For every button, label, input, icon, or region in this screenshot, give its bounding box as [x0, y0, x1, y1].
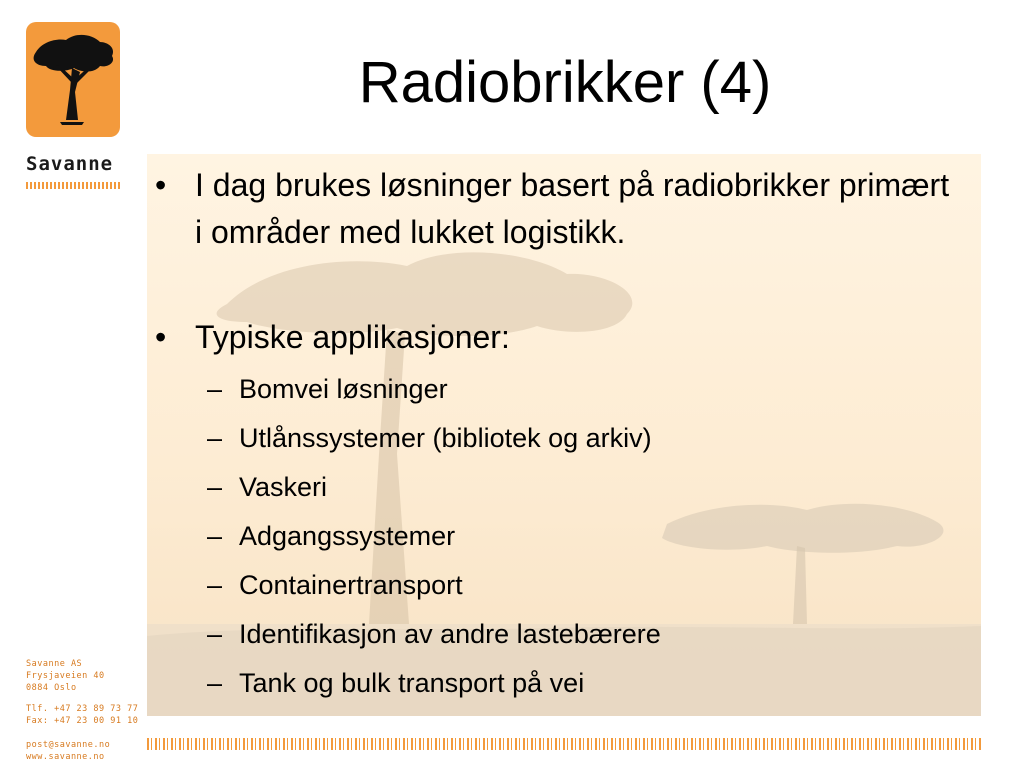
sub-bullet-item [207, 614, 907, 654]
bullet-item [155, 314, 955, 361]
sub-bullet-marker: – [207, 423, 223, 453]
footer-stripe [147, 738, 983, 750]
contact-postal: 0884 Oslo [26, 683, 77, 693]
bullet-marker: • [155, 319, 167, 355]
contact-phone: Tlf. +47 23 89 73 77 [26, 704, 139, 714]
sub-bullet-marker: – [207, 619, 223, 649]
contact-street: Frysjaveien 40 [26, 671, 105, 681]
contact-fax: Fax: +47 23 00 91 10 [26, 716, 139, 726]
content-panel [147, 154, 981, 716]
brand-name: Savanne [26, 153, 114, 175]
contact-phone-block [26, 703, 146, 727]
slide-title: Radiobrikker (4) [358, 50, 772, 115]
sub-bullet-text: Vaskeri [239, 472, 328, 502]
sub-bullet-text: Containertransport [239, 570, 463, 600]
sub-bullet-marker: – [207, 570, 223, 600]
sub-bullet-text: Identifikasjon av andre lastebærere [239, 619, 661, 649]
sub-bullet-item [207, 565, 907, 605]
bullet-marker: • [155, 167, 167, 203]
sub-bullet-text: Bomvei løsninger [239, 374, 448, 404]
sub-bullet-item [207, 418, 907, 458]
sub-bullet-text: Utlånssystemer (bibliotek og arkiv) [239, 423, 652, 453]
acacia-tree-icon [26, 22, 120, 137]
contact-web[interactable]: www.savanne.no [26, 752, 105, 762]
contact-address [26, 658, 146, 694]
sub-bullet-item [207, 467, 907, 507]
sub-bullet-text: Adgangssystemer [239, 521, 456, 551]
logo [26, 22, 120, 137]
bullet-text: Typiske applikasjoner: [195, 319, 510, 355]
brand-stripe [26, 182, 120, 189]
sub-bullet-marker: – [207, 374, 223, 404]
bullet-item [155, 162, 955, 256]
sub-bullet-marker: – [207, 668, 223, 698]
sub-bullet-text: Tank og bulk transport på vei [239, 668, 585, 698]
sub-bullet-marker: – [207, 472, 223, 502]
sub-bullet-item [207, 663, 907, 703]
contact-online-block [26, 739, 146, 763]
sub-bullet-marker: – [207, 521, 223, 551]
sub-bullet-item [207, 369, 907, 409]
contact-email[interactable]: post@savanne.no [26, 740, 111, 750]
sub-bullet-item [207, 516, 907, 556]
bullet-text: I dag brukes løsninger basert på radiobrikker primært i områder med lukket logistikk. [195, 167, 950, 250]
contact-company: Savanne AS [26, 659, 83, 669]
